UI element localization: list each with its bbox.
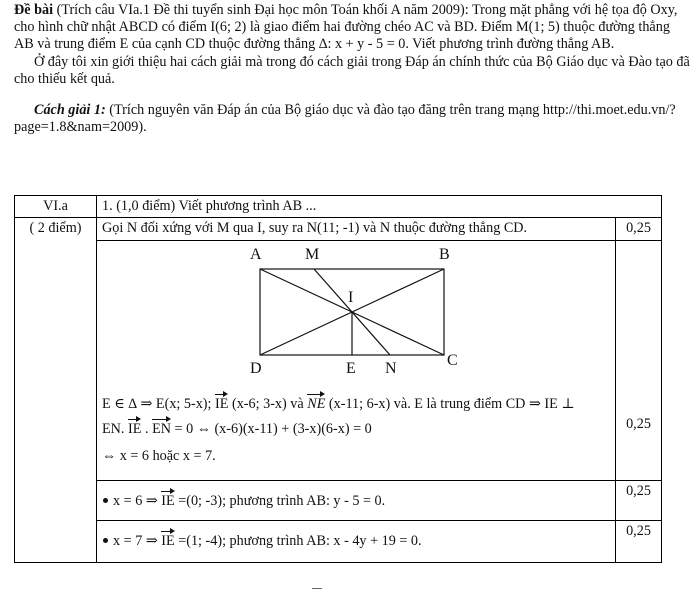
rectangle-diagram	[102, 243, 587, 388]
label-c: C	[447, 352, 458, 370]
table-row	[15, 241, 662, 481]
score-cell: 0,25	[615, 241, 661, 481]
vector-ie: IE	[161, 493, 175, 510]
case-2-cell: x = 7 ⇒ IE =(1; -4); phương trình AB: x - 4y + 19 = 0.	[97, 521, 616, 563]
question-cell: 1. (1,0 điểm) Viết phương trình AB ...	[97, 196, 662, 218]
table-row	[15, 481, 662, 521]
points-cell: ( 2 điểm)	[15, 218, 97, 563]
problem-paragraph	[14, 2, 690, 54]
solution-line-1: E ∈ ∆ ⇒ E(x; 5-x); IE (x-6; 3-x) và NE (x-11; 6-x) và. E là trung điểm CD ⇒ IE ⊥	[102, 396, 575, 413]
score-cell: 0,25	[615, 481, 661, 521]
intro-paragraph: Ở đây tôi xin giới thiệu hai cách giải mà trong đó cách giải trong Đáp án chính thức của Bộ Giáo dục và Đào tạo đã cho thiếu kết quả.	[14, 53, 690, 87]
label-b: B	[439, 246, 450, 264]
table-row	[15, 218, 662, 241]
solution-line-3: ⇔ x = 6 hoặc x = 7.	[102, 448, 216, 465]
problem-label: Đề bài	[14, 2, 54, 18]
label-d: D	[250, 360, 262, 378]
bullet-icon	[103, 538, 108, 543]
method-paragraph	[14, 102, 690, 136]
label-n: N	[385, 360, 397, 378]
vector-en: EN	[152, 421, 171, 438]
bullet-icon	[103, 498, 108, 503]
solution-line-2: EN. IE . EN = 0 ⇔ (x-6)(x-11) + (3-x)(6-x) = 0	[102, 421, 372, 438]
label-m: M	[305, 246, 320, 264]
vector-ie: IE	[215, 396, 229, 413]
label-a: A	[250, 246, 262, 264]
case-1-cell: x = 6 ⇒ IE =(0; -3); phương trình AB: y - 5 = 0.	[97, 481, 616, 521]
label-i: I	[348, 289, 354, 307]
method-label: Cách giải 1:	[34, 102, 106, 119]
vector-ie: IE	[128, 421, 142, 438]
intro-text	[14, 2, 690, 136]
score-cell: 0,25	[615, 521, 661, 563]
diagram-cell	[97, 241, 616, 481]
vector-ne: NE	[307, 396, 326, 413]
step-cell: Gọi N đối xứng với M qua I, suy ra N(11; -1) và N thuộc đường thẳng CD.	[97, 218, 616, 241]
method-text: (Trích nguyên văn Đáp án của Bộ giáo dục và đào tạo đăng trên trang mạng http://thi.moet.edu.vn/?page=1.8&nam=2009).	[14, 102, 676, 136]
page-dash	[312, 588, 322, 589]
problem-text: (Trích câu VIa.1 Đề thi tuyển sinh Đại học môn Toán khối A năm 2009): Trong mặt phẳng với hệ tọa độ Oxy, cho hình chữ nhật ABCD có điểm I(6; 2) là giao điểm hai đường chéo AC và BD. Điểm M(1; 5) thuộc đường thẳng AB và trung điểm E của cạnh CD thuộc đường thẳng ∆: x + y - 5 = 0. Viết phương trình đường thẳng AB.	[14, 2, 678, 53]
solution-table	[14, 195, 662, 563]
score-cell: 0,25	[615, 218, 661, 241]
table-row	[15, 196, 662, 218]
vector-ie: IE	[161, 533, 175, 550]
section-cell: VI.a	[15, 196, 97, 218]
table-row	[15, 521, 662, 563]
label-e: E	[346, 360, 356, 378]
